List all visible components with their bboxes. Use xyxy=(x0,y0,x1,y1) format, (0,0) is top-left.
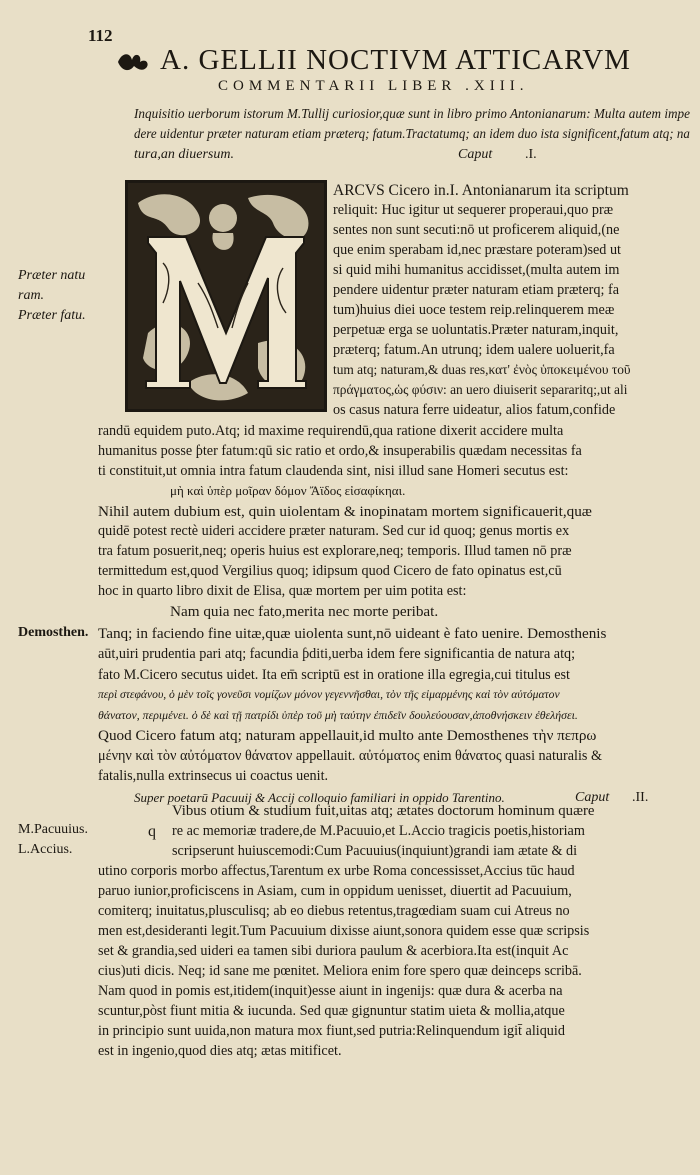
text-line: que enim sperabam id,nec præstare poteram)sed ut xyxy=(333,242,621,258)
text-line: in principio sunt uuida,non matura mox fiunt,sed putria:Relinquendum igit̄ aliquid xyxy=(98,1023,565,1039)
chapter-number: .II. xyxy=(632,790,649,805)
text-line: randū equidem puto.Atq; id maxime requirendū,qua ratione dixerit accidere multa xyxy=(98,423,564,439)
text-line: scuntur,pòst fiunt mitia & iucunda. Sed quæ gignuntur statim uieta & mollia,atque xyxy=(98,1003,565,1019)
margin-note: M.Pacuuius. xyxy=(18,822,88,837)
text-line: aūt,uiri prudentia pari atq; facundia ƥditi,uerba idem fere significantia de natura atq; xyxy=(98,646,576,662)
text-line: pendere uidentur præter naturam etiam præterq; fa xyxy=(333,282,620,298)
text-line: paruo iunior,proficiscens in Asiam, cum in oppidum uenisset, diuertit ad Pacuuium, xyxy=(98,883,572,899)
text-line: πράγματος,ὡς φύσιν: an uero diuiserit separaritq;,ut ali xyxy=(333,382,628,397)
running-subtitle: COMMENTARII LIBER .XIII. xyxy=(218,78,529,94)
greek-line: θάνατον, περιμένει. ὁ δὲ καὶ τῇ πατρίδι ὑπὲρ τοῦ μὴ ταύτην ἐπιδεῖν δουλεύουσαν,ἀποθνήσκειν ἐθελήσει. xyxy=(98,708,578,722)
text-line: ARCVS Cicero in.I. Antonianarum ita scriptum xyxy=(333,182,629,199)
text-line: tum)huius diei uoce testem reip.relinquerem meæ xyxy=(333,302,615,318)
text-line: utino corporis morbo affectus,Tarentum ex urbe Roma concessisset,Accius tūc haud xyxy=(98,863,575,879)
margin-note: L.Accius. xyxy=(18,842,73,857)
margin-note: ram. xyxy=(18,288,45,303)
chapter-summary-line: Super poetarū Pacuuij & Accij colloquio familiari in oppido Tarentino. xyxy=(134,790,505,805)
text-line: si quid mihi humanitus accidisset,(multa autem im xyxy=(333,262,620,278)
text-line: hoc in quarto libro dixit de Elisa, quæ mortem per uim potita est: xyxy=(98,583,467,599)
chapter-summary-line: dere uidentur præter naturam etiam præterq; fatum.Tractatumq; an idem duo ista significent,fatum atq; na xyxy=(134,127,690,142)
text-line: cius)uti dicis. Neq; id sane me pœnitet. Meliora enim fore spero quæ deinceps scribā. xyxy=(98,963,582,979)
greek-line: περὶ στεφάνου, ὁ μὲν τοῖς γονεῦσι νομίζων μόνον γεγεννῆσθαι, τὸν τῆς εἱμαρμένης καὶ τὸν αὐτόματον xyxy=(98,688,560,701)
text-line: Tanq; in faciendo fine uitæ,quæ uiolenta sunt,nō uideant è fato uenire. Demosthenis xyxy=(98,625,607,642)
chapter-number: .I. xyxy=(525,147,537,162)
text-line: Nihil autem dubium est, quin uiolentam & inopinatam mortem significauerit,quæ xyxy=(98,503,592,520)
text-line: μένην καὶ τὸν αὐτόματον θάνατον appellauit. αὐτόματος enim θάνατος quasi naturalis & xyxy=(98,748,602,764)
text-line: comiterq; inuitatus,plusculisq; ab eo diebus retentus,tragœdiam suam cui Atreus no xyxy=(98,903,570,919)
text-line: est in ingenio,quod dies atq; ætas mitificet. xyxy=(98,1043,342,1059)
chapter-label: Caput xyxy=(458,147,493,162)
text-line: Nam quod in pomis est,itidem(inquit)esse aiunt in ingenijs: quæ dura & acerba na xyxy=(98,983,563,999)
chapter-summary-line: tura,an diuersum. xyxy=(134,147,234,162)
verse-line: Nam quia nec fato,merita nec morte peribat. xyxy=(170,603,439,620)
margin-note: Præter fatu. xyxy=(18,308,86,323)
text-line: men est,desideranti legit.Tum Pacuuium dixisse aiunt,sonora quidem esse quæ scripsis xyxy=(98,923,590,939)
text-line: humanitus posse ƥter fatum:qū sic ratio et ordo,& insuperabilis quædam necessitas fa xyxy=(98,443,582,459)
text-line: sentes non sunt secuti:nō ut proficerem aliquid,(ne xyxy=(333,222,620,238)
page-number: 112 xyxy=(88,26,113,45)
fleuron-ornament-icon xyxy=(116,50,152,74)
text-line: ti constituit,ut omnia intra fatum claudenda sint, nisi illud sane Homeri secutus est: xyxy=(98,463,569,479)
text-line: tum atq; naturam,& duas res,κατ' ἐνὸς ὑποκειμένου τοῦ xyxy=(333,362,631,377)
text-line: quidē potest rectè uideri accidere præter naturam. Sed cur id quoq; genus mortis ex xyxy=(98,523,570,539)
text-line: Vibus otium & studium fuit,uitas atq; ætates doctorum hominum quære xyxy=(172,803,595,819)
greek-quote: μὴ καὶ ὑπὲρ μοῖραν δόμον Ἄϊδος εἰσαφίκηαι. xyxy=(170,483,406,498)
text-line: fato M.Cicero secutus uidet. Ita em̄ scriptū est in oratione illa egregia,cui titulus est xyxy=(98,667,570,683)
chapter-label: Caput xyxy=(575,790,610,805)
initial-letter: q xyxy=(148,823,156,840)
running-title: A. GELLII NOCTIVM ATTICARVM xyxy=(160,44,631,76)
text-line: re ac memoriæ tradere,de M.Pacuuio,et L.Accio tragicis poetis,historiam xyxy=(172,823,585,839)
margin-note: Demosthen. xyxy=(18,625,89,640)
decorated-initial-m xyxy=(125,180,327,412)
text-line: fatalis,nulla extrinsecus ui coactus uenit. xyxy=(98,768,329,784)
text-line: Quod Cicero fatum atq; naturam appellauit,id multo ante Demosthenes τὴν πεπρω xyxy=(98,727,597,744)
text-line: termittedum est,quod Vergilius quoq; idipsum quod Cicero de fato opinatus est,cū xyxy=(98,563,562,579)
text-line: scripserunt huiuscemodi:Cum Pacuuius(inquiunt)grandi iam ætate & di xyxy=(172,843,578,859)
chapter-summary-line: Inquisitio uerborum istorum M.Tullij curiosior,quæ sunt in libro primo Antonianarum: Multa autem impe xyxy=(134,107,690,122)
margin-note: Præter natu xyxy=(18,268,86,283)
text-line: set & grandia,sed uideri ea tamen sibi duriora paulum & acerbiora.Ita est(inquit Ac xyxy=(98,943,569,959)
text-line: tra fatum posuerit,neq; operis huius est explorare,neq; temporis. Illud tamen nō præ xyxy=(98,543,572,559)
text-line: præterq; fatum.An utrunq; idem ualere uoluerit,fa xyxy=(333,342,615,358)
text-line: perpetuæ erga se uoluntatis.Præter naturam,inquit, xyxy=(333,322,619,338)
text-line: os casus natura ferre uideatur, alios fatum,confide xyxy=(333,402,616,418)
text-line: reliquit: Huc igitur ut sequerer properaui,quo præ xyxy=(333,202,614,218)
